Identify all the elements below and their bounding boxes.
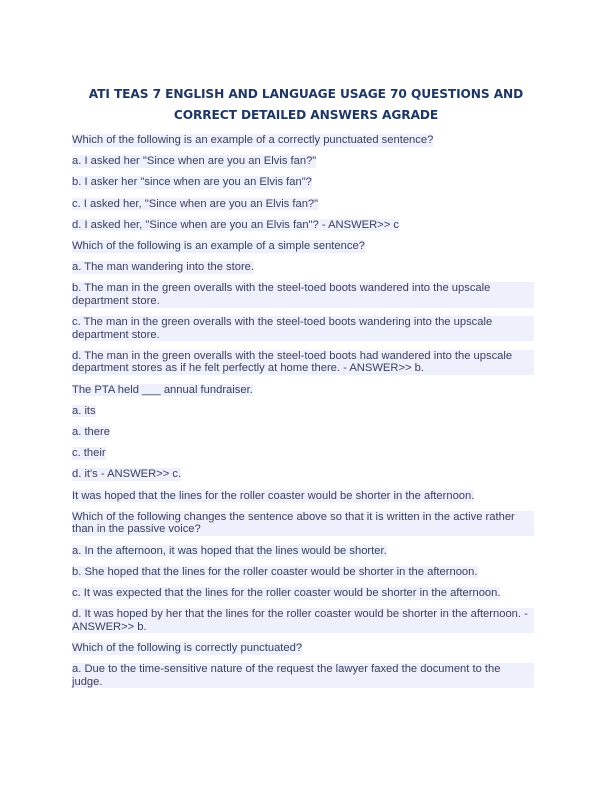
question-2-option-c: c. The man in the green overalls with the steel-toed boots wandering into the upscale department store. <box>72 316 534 341</box>
question-4-option-c: c. It was expected that the lines for the roller coaster would be shorter in the afternoon. <box>72 586 501 599</box>
question-2-option-b: b. The man in the green overalls with the steel-toed boots wandered into the upscale department store. <box>72 282 534 307</box>
title-line-2: CORRECT DETAILED ANSWERS AGRADE <box>173 108 439 122</box>
question-2-option-d-answer: d. The man in the green overalls with the steel-toed boots had wandered into the upscale department stores as if he felt perfectly at home there. - ANSWER>> b. <box>72 350 534 375</box>
question-5-option-a: a. Due to the time-sensitive nature of the request the lawyer faxed the document to the judge. <box>72 663 534 688</box>
question-2-prompt: Which of the following is an example of a simple sentence? <box>72 239 365 252</box>
document-title <box>72 84 540 126</box>
question-1-option-b: b. I asker her "since when are you an Elvis fan"? <box>72 176 312 189</box>
question-1-option-d-answer: d. I asked her, "Since when are you an Elvis fan"? - ANSWER>> c <box>72 218 399 231</box>
question-3-option-b: a. there <box>72 426 110 439</box>
question-3-prompt: The PTA held ___ annual fundraiser. <box>72 383 253 396</box>
question-3-option-d-answer: d. it's - ANSWER>> c. <box>72 468 182 481</box>
question-4-sentence: It was hoped that the lines for the roller coaster would be shorter in the afternoon. <box>72 489 475 502</box>
question-3-option-c: c. their <box>72 447 106 460</box>
question-4-option-b: b. She hoped that the lines for the roller coaster would be shorter in the afternoon. <box>72 565 478 578</box>
question-4-prompt: Which of the following changes the sentence above so that it is written in the active rather than in the passive voice? <box>72 511 534 536</box>
title-line-1: ATI TEAS 7 ENGLISH AND LANGUAGE USAGE 70 QUESTIONS AND <box>88 87 524 101</box>
question-1-option-a: a. I asked her "Since when are you an Elvis fan?" <box>72 155 317 168</box>
question-2-option-a: a. The man wandering into the store. <box>72 261 255 274</box>
document-page <box>72 84 540 697</box>
question-5-prompt: Which of the following is correctly punctuated? <box>72 641 303 654</box>
question-4-option-d-answer: d. It was hoped by her that the lines for the roller coaster would be shorter in the afternoon. - ANSWER>> b. <box>72 608 534 633</box>
question-4-option-a: a. In the afternoon, it was hoped that the lines would be shorter. <box>72 544 387 557</box>
question-1-option-c: c. I asked her, "Since when are you an Elvis fan?" <box>72 197 319 210</box>
question-1-prompt: Which of the following is an example of a correctly punctuated sentence? <box>72 134 434 146</box>
question-3-option-a: a. its <box>72 404 96 417</box>
